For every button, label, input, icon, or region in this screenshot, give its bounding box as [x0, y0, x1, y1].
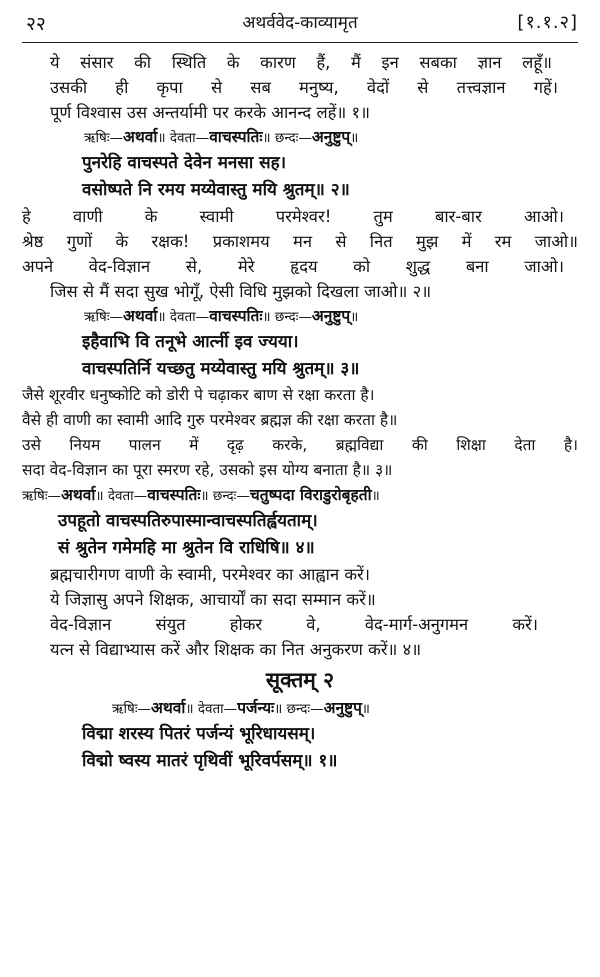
- poem-line: अपने वेद-विज्ञान से, मेरे हृदय को शुद्ध बना जाओ।: [22, 257, 564, 276]
- poem-line: ब्रह्मचारीगण वाणी के स्वामी, परमेश्वर का आह्वान करें।: [50, 565, 371, 584]
- poem-line: हे वाणी के स्वामी परमेश्वर! तुम बार-बार आओ।: [22, 207, 564, 226]
- poem-line: जिस से मैं सदा सुख भोगूँ, ऐसी विधि मुझको दिखला जाओ॥ २॥: [50, 282, 432, 301]
- mantra-line: इहैवाभि वि तनूभे आर्त्नी इव ज्यया।: [82, 332, 299, 352]
- poem-line: ये जिज्ञासु अपने शिक्षक, आचार्यों का सदा सम्मान करें॥: [50, 590, 376, 609]
- page-header: [22, 0, 578, 44]
- verse-reference: [१.१.२]: [517, 12, 578, 33]
- mantra-line: विद्मो ष्वस्य मातरं पृथिवीं भूरिवर्पसम्॥ १॥: [82, 751, 338, 771]
- mantra-line: उपहूतो वाचस्पतिरुपास्मान्वाचस्पतिर्ह्वयताम्।: [58, 511, 318, 531]
- poem-line: वैसे ही वाणी का स्वामी आदि गुरु परमेश्वर ब्रह्मज्ञ की रक्षा करता है॥: [22, 411, 398, 429]
- poem-line: उसकी ही कृपा से सब मनुष्य, वेदों से तत्त्वज्ञान गहें।: [50, 78, 558, 97]
- verse-metadata: ऋषिः—अथर्वा॥ देवता—वाचस्पतिः॥ छन्दः—चतुष्पदा विराडुरोबृहती॥: [22, 486, 380, 504]
- poem-line: वेद-विज्ञान संयुत होकर वे, वेद-मार्ग-अनुगमन करें।: [50, 615, 538, 634]
- sukta-heading: सूक्तम् २: [265, 668, 335, 692]
- page-number: २२: [26, 13, 46, 35]
- page-body: [22, 50, 578, 775]
- mantra-line: वसोष्पते नि रमय मय्येवास्तु मयि श्रुतम्॥ २॥: [82, 180, 350, 200]
- verse-metadata: ऋषिः—अथर्वा॥ देवता—वाचस्पतिः॥ छन्दः—अनुष्टुप्॥: [84, 128, 359, 146]
- mantra-line: विद्मा शरस्य पितरं पर्जन्यं भूरिधायसम्।: [82, 724, 316, 744]
- verse-metadata: ऋषिः—अथर्वा॥ देवता—पर्जन्यः॥ छन्दः—अनुष्टुप्॥: [112, 699, 371, 717]
- poem-line: ये संसार की स्थिति के कारण हैं, मैं इन सबका ज्ञान लहूँ॥: [50, 53, 552, 72]
- mantra-line: पुनरेहि वाचस्पते देवेन मनसा सह।: [82, 153, 287, 173]
- poem-line: यत्न से विद्याभ्यास करें और शिक्षक का नित अनुकरण करें॥ ४॥: [50, 640, 422, 659]
- poem-line: सदा वेद-विज्ञान का पूरा स्मरण रहे, उसको इस योग्य बनाता है॥ ३॥: [22, 461, 393, 479]
- verse-metadata: ऋषिः—अथर्वा॥ देवता—वाचस्पतिः॥ छन्दः—अनुष्टुप्॥: [84, 307, 359, 325]
- poem-line: श्रेष्ठ गुणों के रक्षक! प्रकाशमय मन से नित मुझ में रम जाओ॥: [22, 232, 578, 251]
- running-title: अथर्ववेद-काव्यामृत: [242, 13, 358, 33]
- header-rule: [22, 42, 578, 43]
- mantra-line: वाचस्पतिर्नि यच्छतु मय्येवास्तु मयि श्रुतम्॥ ३॥: [82, 359, 360, 379]
- poem-line: उसे नियम पालन में दृढ़ करके, ब्रह्मविद्या की शिक्षा देता है।: [22, 436, 578, 454]
- poem-line: जैसे शूरवीर धनुष्कोटि को डोरी पे चढ़ाकर बाण से रक्षा करता है।: [22, 386, 375, 404]
- poem-line: पूर्ण विश्वास उस अन्तर्यामी पर करके आनन्द लहें॥ १॥: [50, 103, 370, 122]
- mantra-line: सं श्रुतेन गमेमहि मा श्रुतेन वि राधिषि॥ ४॥: [58, 538, 315, 558]
